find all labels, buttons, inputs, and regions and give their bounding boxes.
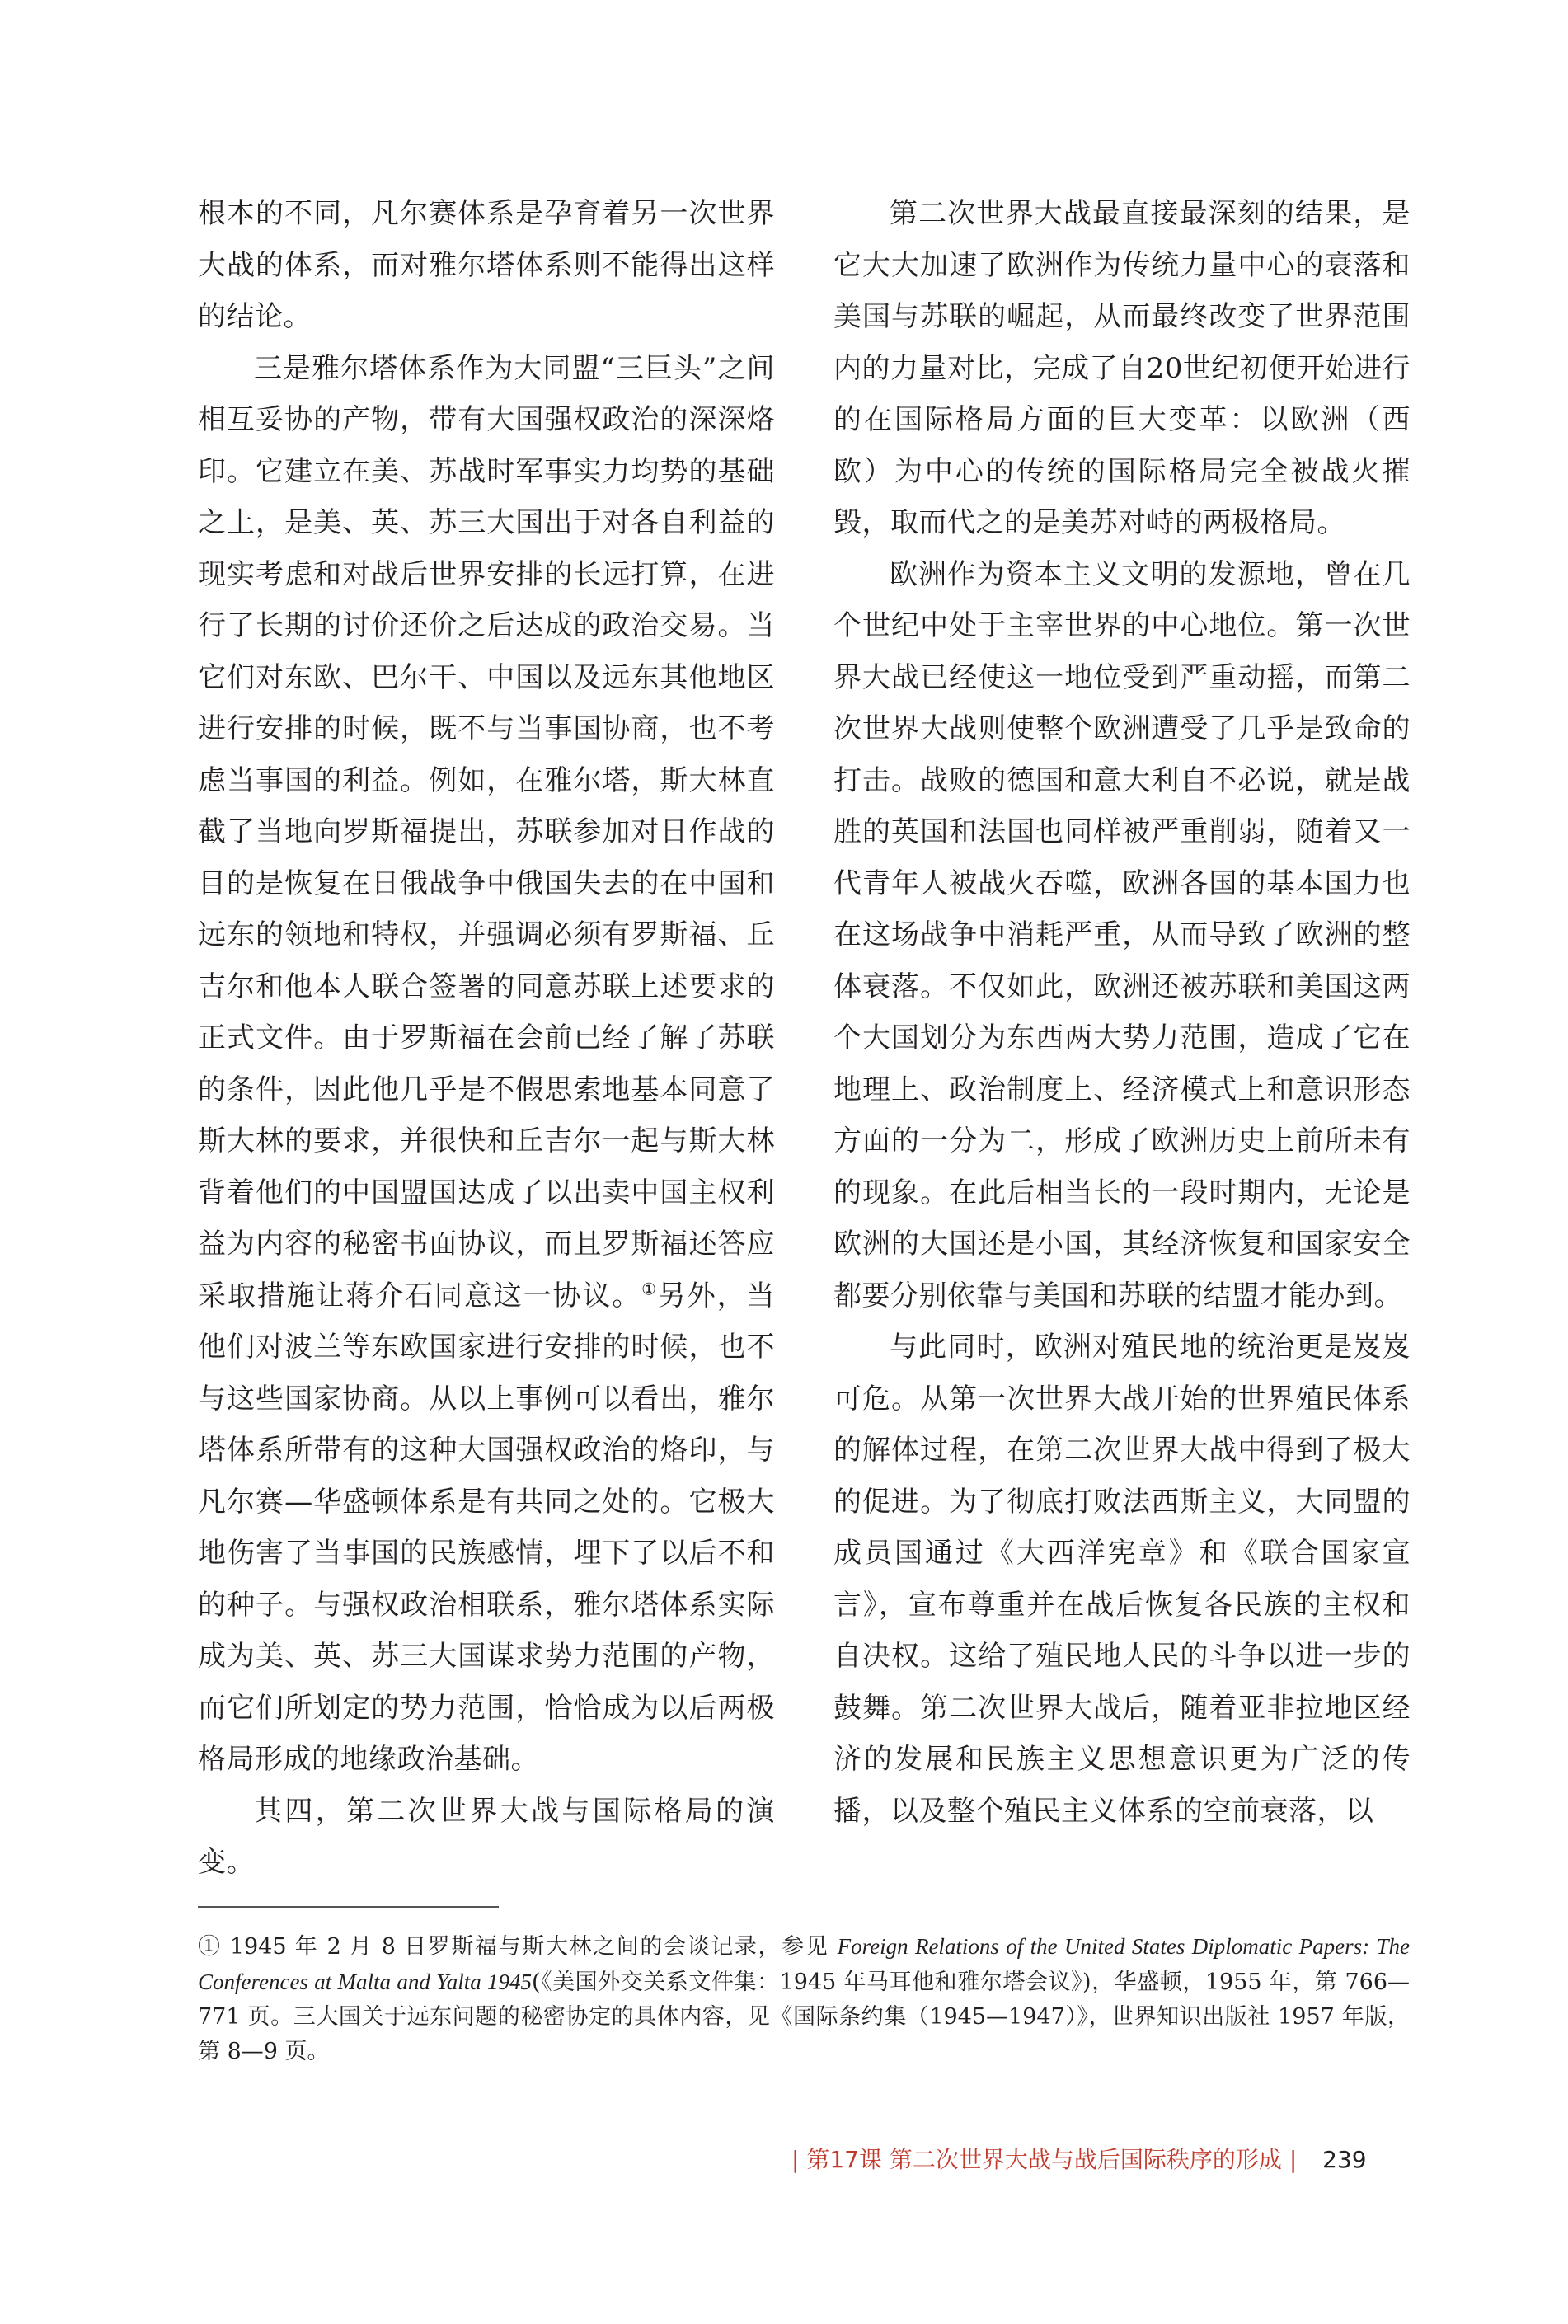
footnote-text-b: (《美国外交关系文件集：1945 年马耳他和雅尔塔会议》)，华盛顿，1955 年，第 766—771 页。三大国关于远东问题的秘密协定的具体内容，见《国际条约集（1945—1947）》，世界知识出版社 1957 年版，第 8—9 页。 — [198, 1970, 1410, 2064]
left-paragraph-3: 其四，第二次世界大战与国际格局的演变。 — [198, 1794, 775, 1879]
left-paragraph-2 — [198, 343, 775, 1786]
footnote-reference-mark: ① — [641, 1279, 658, 1299]
left-paragraph-2-part-b: 另外，当他们对波兰等东欧国家进行安排的时候，也不与这些国家协商。从以上事例可以看出，雅尔塔体系所带有的这种大国强权政治的烙印，与凡尔赛—华盛顿体系是有共同之处的。它极大地伤害了当事国的民族感情，埋下了以后不和的种子。与强权政治相联系，雅尔塔体系实际成为美、英、苏三大国谋求势力范围的产物，而它们所划定的势力范围，恰恰成为以后两极格局形成的地缘政治基础。 — [198, 1279, 776, 1776]
footer-bar-left: | — [791, 2146, 800, 2173]
left-text-column — [198, 188, 775, 1889]
left-paragraph-2-part-a: 三是雅尔塔体系作为大同盟“三巨头”之间相互妥协的产物，带有大国强权政治的深深烙印。它建立在美、苏战时军事实力均势的基础之上，是美、英、苏三大国出于对各自利益的现实考虑和对战后世界安排的长远打算，在进行了长期的讨价还价之后达成的政治交易。当它们对东欧、巴尔干、中国以及远东其他地区进行安排的时候，既不与当事国协商，也不考虑当事国的利益。例如，在雅尔塔，斯大林直截了当地向罗斯福提出，苏联参加对日作战的目的是恢复在日俄战争中俄国失去的在中国和远东的领地和特权，并强调必须有罗斯福、丘吉尔和他本人联合签署的同意苏联上述要求的正式文件。由于罗斯福在会前已经了解了苏联的条件，因此他几乎是不假思索地基本同意了斯大林的要求，并很快和丘吉尔一起与斯大林背着他们的中国盟国达成了以出卖中国主权利益为内容的秘密书面协议，而且罗斯福还答应采取措施让蒋介石同意这一协议。 — [198, 351, 775, 1312]
footnote-mark: ① — [198, 1934, 222, 1960]
footer-bar-right: | — [1289, 2146, 1298, 2173]
right-paragraph-3: 与此同时，欧洲对殖民地的统治更是岌岌可危。从第一次世界大战开始的世界殖民体系的解体过程，在第二次世界大战中得到了极大的促进。为了彻底打败法西斯主义，大同盟的成员国通过《大西洋宪章》和《联合国家宣言》，宣布尊重并在战后恢复各民族的主权和自决权。这给了殖民地人民的斗争以进一步的鼓舞。第二次世界大战后，随着亚非拉地区经济的发展和民族主义思想意识更为广泛的传播，以及整个殖民主义体系的空前衰落，以 — [833, 1331, 1411, 1828]
footer-lesson-title: 第二次世界大战与战后国际秩序的形成 — [889, 2146, 1282, 2173]
footer-lesson-number: 第17课 — [806, 2146, 882, 2173]
right-paragraph-2: 欧洲作为资本主义文明的发源地，曾在几个世纪中处于主宰世界的中心地位。第一次世界大战已经使这一地位受到严重动摇，而第二次世界大战则使整个欧洲遭受了几乎是致命的打击。战败的德国和意大利自不必说，就是战胜的英国和法国也同样被严重削弱，随着又一代青年人被战火吞噬，欧洲各国的基本国力也在这场战争中消耗严重，从而导致了欧洲的整体衰落。不仅如此，欧洲还被苏联和美国这两个大国划分为东西两大势力范围，造成了它在地理上、政治制度上、经济模式上和意识形态方面的一分为二，形成了欧洲历史上前所未有的现象。在此后相当长的一段时期内，无论是欧洲的大国还是小国，其经济恢复和国家安全都要分别依靠与美国和苏联的结盟才能办到。 — [833, 557, 1411, 1312]
footnote — [198, 1929, 1410, 2069]
running-footer — [791, 2143, 1418, 2176]
page-number: 239 — [1322, 2146, 1367, 2173]
right-text-column — [833, 188, 1411, 1837]
left-paragraph-1: 根本的不同，凡尔赛体系是孕育着另一次世界大战的体系，而对雅尔塔体系则不能得出这样的结论。 — [198, 197, 775, 333]
footnote-text-a: 1945 年 2 月 8 日罗斯福与斯大林之间的会谈记录，参见 — [229, 1934, 838, 1960]
footnote-divider — [198, 1906, 499, 1908]
right-paragraph-1: 第二次世界大战最直接最深刻的结果，是它大大加速了欧洲作为传统力量中心的衰落和美国与苏联的崛起，从而最终改变了世界范围内的力量对比，完成了自20世纪初便开始进行的在国际格局方面的巨大变革：以欧洲（西欧）为中心的传统的国际格局完全被战火摧毁，取而代之的是美苏对峙的两极格局。 — [833, 197, 1411, 539]
footnote-italic-title: Foreign Relations of the United States Diplomatic Papers: The Conferences at Malta and Yalta 1945 — [198, 1934, 1410, 1994]
